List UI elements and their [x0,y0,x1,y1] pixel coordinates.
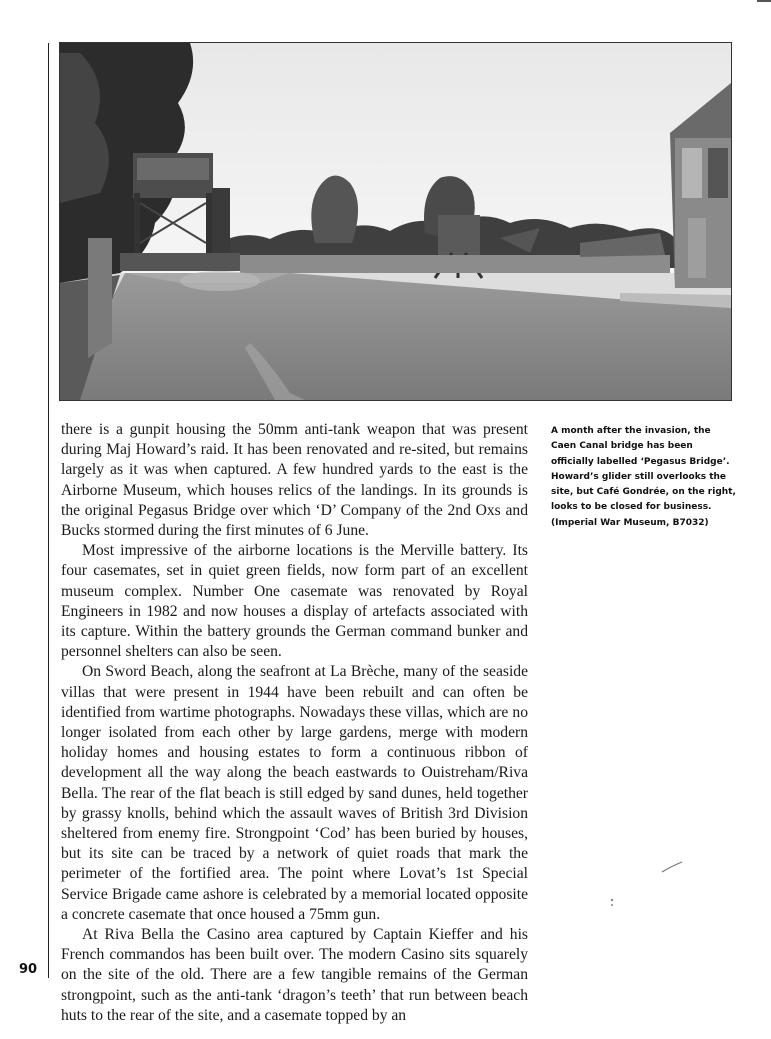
paragraph: On Sword Beach, along the seafront at La Brèche, many of the seaside villas that were present in 1944 have been rebuilt and can often be identified from wartime photographs. Nowadays these villas, which are no longer isolated from each other by large gardens, merge with modern holiday homes and housing estates to form a continuous ribbon of development all the way along the beach eastwards to Ouistreham/Riva Bella. The rear of the flat beach is still edged by sand dunes, held together by grassy knolls, behind which the assault waves of British 3rd Division sheltered from enemy fire. Strongpoint ‘Cod’ has been buried by houses, but its site can be traced by a network of quiet roads that mark the perimeter of the fortified area. The point where Lovat’s 1st Special Service Brigade came ashore is celebrated by a memorial located opposite a concrete casemate that once housed a 75mm gun. [61,663,528,923]
paragraph: Most impressive of the airborne locations is the Merville battery. Its four casemates, set in quiet green fields, now form part of an excellent museum complex. Number One casemate was renovated by Royal Engineers in 1982 and now houses a display of artefacts associated with its capture. Within the battery grounds the German command bunker and personnel shelters can also be seen. [61,542,528,661]
photo-caption: A month after the invasion, the Caen Canal bridge has been officially labelled ‘Pegasus Bridge’. Howard’s glider still overlooks the site, but Café Gondrée, on the right, looks to be closed for business. (Imperial War Museum, B7032) [551,426,736,528]
paragraph: there is a gunpit housing the 50mm anti-tank weapon that was present during Maj Howard’s raid. It has been renovated and re-sited, but remains largely as it was when captured. A few hundred yards to the east is the Airborne Museum, which houses relics of the landings. In its grounds is the original Pegasus Bridge over which ‘D’ Company of the 2nd Oxs and Bucks stormed during the first minutes of 6 June. [61,421,528,540]
paragraph: At Riva Bella the Casino area captured by Captain Kieffer and his French commandos has been built over. The modern Casino sits squarely on the site of the old. There are a few tangible remains of the German strongpoint, such as the anti-tank ‘dragon’s teeth’ that run between beach huts to the rear of the site, and a casemate topped by an [61,926,528,1024]
page-number: 90 [19,962,38,977]
